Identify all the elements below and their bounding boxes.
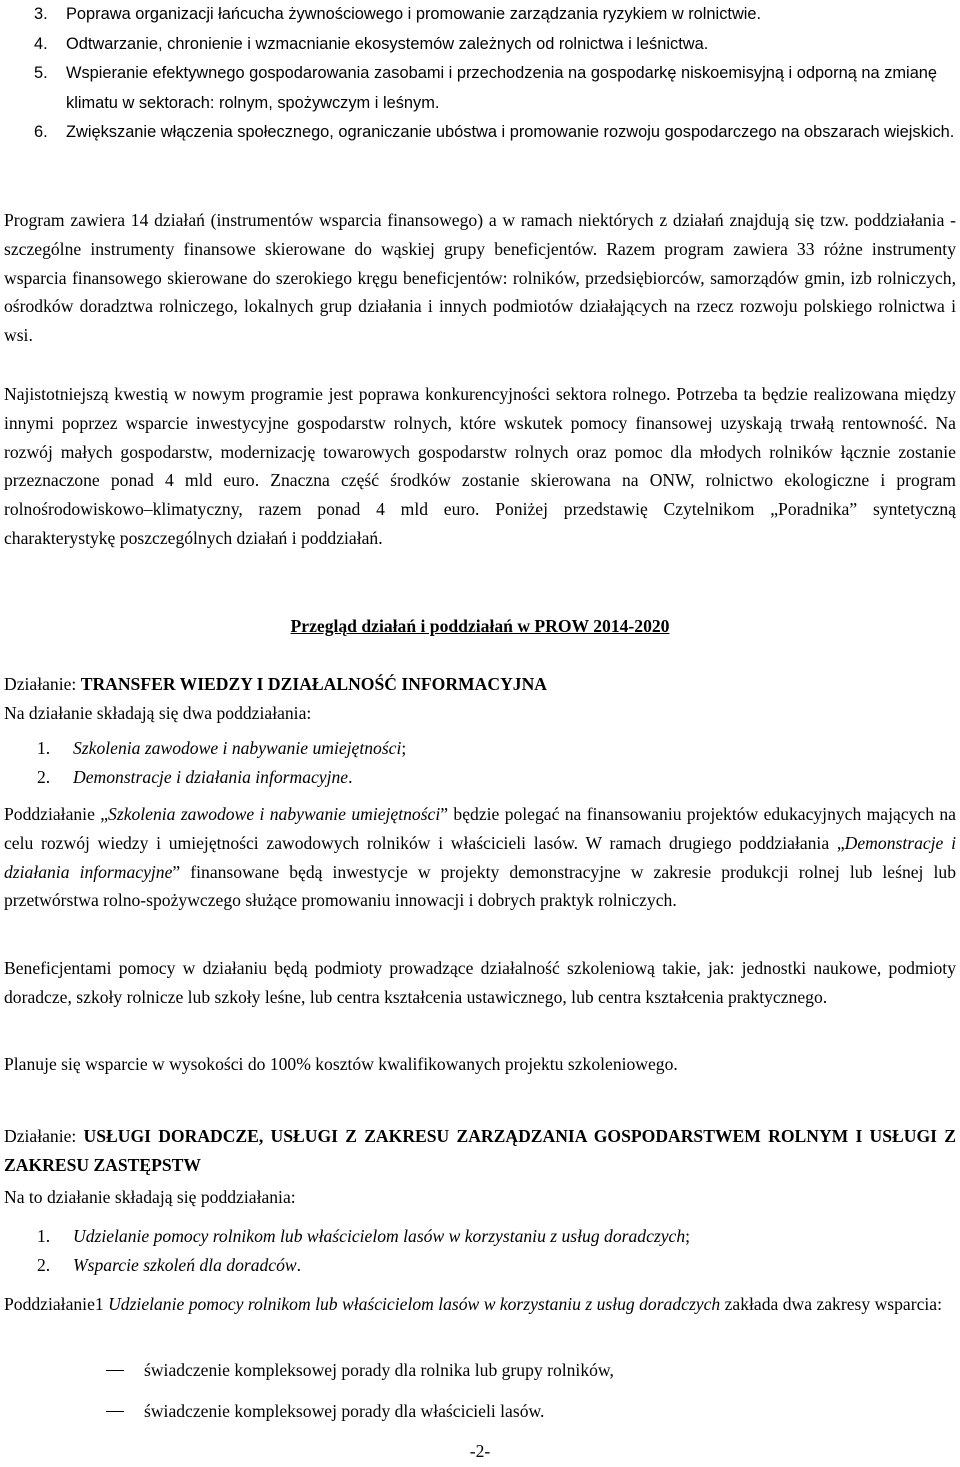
subaction-list [4, 1222, 956, 1280]
dash-bullet-icon [4, 1397, 144, 1426]
list-number: 2. [37, 1254, 51, 1275]
subaction-intro: Na to działanie składają się poddziałania: [4, 1187, 296, 1207]
subaction-list [4, 734, 956, 792]
list-item [34, 59, 960, 118]
list-item [34, 30, 960, 60]
support-scope-list [4, 1356, 956, 1426]
section-title: Przegląd działań i poddziałań w PROW 2014-2020 [290, 616, 670, 636]
list-item [34, 0, 960, 30]
action-prefix: Działanie: [4, 674, 81, 694]
support-scope-paragraph: Poddziałanie1 Udzielanie pomocy rolnikom lub właścicielom lasów w korzystaniu z usług doradczych zakłada dwa zakresy wsparcia: [4, 1294, 942, 1314]
list-number: 6. [34, 123, 48, 141]
list-number: 5. [34, 64, 48, 82]
list-number: 3. [34, 5, 48, 23]
list-number: 1. [37, 1226, 51, 1246]
action-prefix: Działanie: [4, 1126, 84, 1146]
list-text: Udzielanie pomocy rolnikom lub właścicielom lasów w korzystaniu z usług doradczych [73, 1226, 686, 1246]
list-text: świadczenie kompleksowej porady dla właścicieli lasów. [144, 1400, 545, 1421]
funding-paragraph: Planuje się wsparcie w wysokości do 100% kosztów kwalifikowanych projektu szkoleniowego. [4, 1054, 678, 1074]
key-issue-paragraph: Najistotniejszą kwestią w nowym programie jest poprawa konkurencyjności sektora rolnego. Potrzeba ta będzie realizowana między innymi poprzez wsparcie inwestycyjne gospodarstw rolnych, które wskutek pomocy finansowej uzyskają trwałą rentowność. Na rozwój małych gospodarstw, modernizację towarowych gospodarstw rolnych oraz pomoc dla młodych rolników łącznie zostanie przeznaczone ponad 4 mld euro. Znaczna część środków zostanie skierowana na ONW, rolnictwo ekologiczne i program rolnośrodowiskowo–klimatyczny, razem ponad 4 mld euro. Poniżej przedstawię Czytelnikom „Poradnika” syntetyczną charakterystykę poszczególnych działań i poddziałań. [4, 384, 956, 548]
list-text: świadczenie kompleksowej porady dla rolnika lub grupy rolników, [144, 1360, 614, 1380]
beneficiaries-paragraph: Beneficjentami pomocy w działaniu będą podmioty prowadzące działalność szkoleniową takie, jak: jednostki naukowe, podmioty doradcze, szkoły rolnicze lub szkoły leśne, lub centra kształcenia ustawicznego, lub centra kształcenia praktycznego. [4, 958, 956, 1007]
subaction-description-paragraph: Poddziałanie „Szkolenia zawodowe i nabywanie umiejętności” będzie polegać na finansowaniu projektów edukacyjnych mających na celu rozwój wiedzy i umiejętności zawodowych rolników i właścicieli lasów. W ramach drugiego poddziałania „Demonstracje i działania informacyjne” finansowane będą inwestycje w projekty demonstracyjne w zakresie produkcji rolnej lub leśnej lub przetwórstwa rolno-spożywczego służące promowaniu innowacji i dobrych praktyk rolniczych. [4, 804, 956, 911]
list-punct: ; [401, 738, 407, 758]
list-punct: ; [685, 1226, 691, 1246]
objectives-list [34, 0, 960, 148]
list-text: Poprawa organizacji łańcucha żywnościowego i promowanie zarządzania ryzykiem w rolnictwie. [66, 5, 762, 23]
list-number: 4. [34, 34, 48, 53]
list-item [4, 1222, 956, 1251]
list-text: Wspieranie efektywnego gospodarowania zasobami i przechodzenia na gospodarkę niskoemisyjną i odporną na zmianę klimatu w sektorach: rolnym, spożywczym i leśnym. [66, 64, 938, 112]
page-number: -2- [469, 1441, 491, 1461]
list-item [4, 1356, 956, 1385]
list-number: 2. [37, 766, 51, 787]
list-punct: . [348, 766, 353, 787]
list-text: Zwiększanie włączenia społecznego, ograniczanie ubóstwa i promowanie rozwoju gospodarczego na obszarach wiejskich. [66, 123, 955, 141]
list-text: Wsparcie szkoleń dla doradców [73, 1254, 297, 1275]
list-text: Demonstracje i działania informacyjne [73, 766, 349, 787]
subaction-intro: Na działanie składają się dwa poddziałania: [4, 703, 312, 723]
program-summary-paragraph: Program zawiera 14 działań (instrumentów wsparcia finansowego) a w ramach niektórych z działań znajdują się tzw. poddziałania - szczególne instrumenty finansowe skierowane do wąskiej grupy beneficjentów. Razem program zawiera 33 różne instrumenty wsparcia finansowego skierowane do szerokiego kręgu beneficjentów: rolników, przedsiębiorców, samorządów gmin, izb rolniczych, ośrodków doradztwa rolniczego, lokalnych grup działania i innych podmiotów działających na rzecz rozwoju polskiego rolnictwa i wsi. [4, 210, 956, 346]
list-item [4, 1251, 956, 1280]
action-name: USŁUGI DORADCZE, USŁUGI Z ZAKRESU ZARZĄDZANIA GOSPODARSTWEM ROLNYM I USŁUGI Z ZAKRESU ZASTĘPSTW [4, 1126, 956, 1175]
list-punct: . [296, 1254, 302, 1275]
list-text: Szkolenia zawodowe i nabywanie umiejętności [73, 738, 402, 758]
action-heading [4, 670, 956, 699]
action-name: TRANSFER WIEDZY I DZIAŁALNOŚĆ INFORMACYJNA [80, 674, 547, 694]
action-heading [4, 1122, 956, 1180]
list-item [34, 118, 960, 148]
list-item [4, 734, 956, 763]
list-number: 1. [37, 738, 51, 758]
list-item [4, 1397, 956, 1426]
list-item [4, 763, 956, 792]
list-text: Odtwarzanie, chronienie i wzmacnianie ekosystemów zależnych od rolnictwa i leśnictwa. [66, 34, 709, 53]
dash-bullet-icon [4, 1356, 144, 1385]
